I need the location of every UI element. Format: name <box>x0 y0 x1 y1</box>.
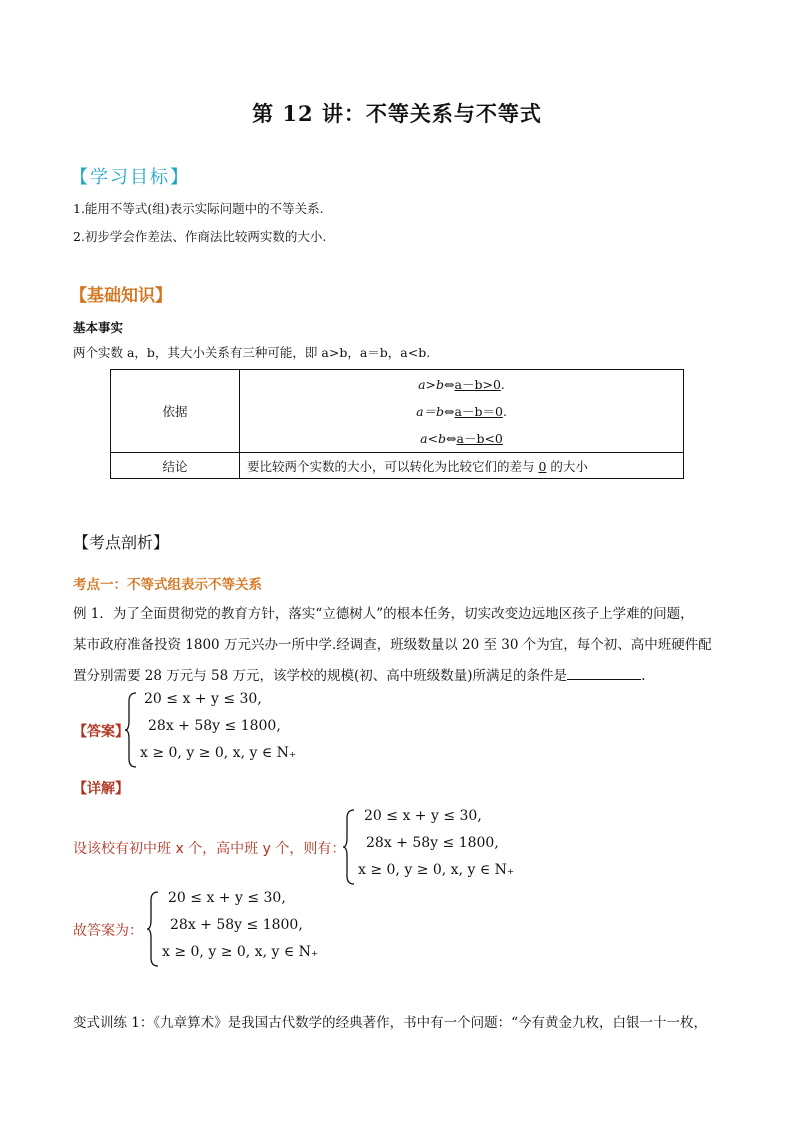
table-cell-label: 依据 <box>111 370 240 453</box>
example-text: 某市政府准备投资 1800 万元兴办一所中学.经调查，班级数量以 20 至 30 个为宜，每个初、高中班硬件配 <box>73 637 712 653</box>
objectives-heading: 【学习目标】 <box>70 167 190 188</box>
system-line: 28x + 58y ≤ 1800, <box>148 718 281 734</box>
system-line: x ≥ 0, y ≥ 0, x, y ∈ N₊ <box>140 745 297 761</box>
inequality-system <box>146 890 326 970</box>
table-cell-label: 结论 <box>111 453 240 479</box>
topic-heading: 考点一：不等式组表示不等关系 <box>73 577 262 593</box>
basis-line: a>b⇔a－b>0. <box>418 376 505 392</box>
variant-text: 变式训练 1：《九章算术》是我国古代数学的经典著作，书中有一个问题：“今有黄金九枚，白银一十一枚， <box>73 1015 708 1031</box>
brace-icon <box>342 808 356 886</box>
basis-line: a＝b⇔a－b＝0. <box>416 403 507 419</box>
table-cell-basis <box>240 370 684 453</box>
objective-item: 1.能用不等式(组)表示实际问题中的不等关系. <box>73 201 324 216</box>
analysis-heading: 【考点剖析】 <box>73 533 170 552</box>
basis-line: a<b⇔a－b<0 <box>420 430 503 446</box>
example-text: 置分别需要 28 万元与 58 万元，该学校的规模(初、高中班级数量)所满足的条件是 . <box>73 668 646 684</box>
answer-blank <box>567 667 641 680</box>
system-line: 28x + 58y ≤ 1800, <box>366 835 499 851</box>
brace-icon <box>124 691 138 769</box>
basic-facts-table <box>110 369 684 479</box>
system-line: 20 ≤ x + y ≤ 30, <box>144 691 262 707</box>
brace-icon <box>146 890 160 968</box>
answer-label: 【答案】 <box>73 724 129 740</box>
page-title: 第 12 讲：不等关系与不等式 <box>252 101 542 126</box>
final-label: 故答案为： <box>73 923 143 939</box>
example-text: 例 1．为了全面贯彻党的教育方针，落实“立德树人”的根本任务，切实改变边远地区孩子上学难的问题， <box>73 606 694 622</box>
basics-intro: 两个实数 a，b，其大小关系有三种可能，即 a>b，a＝b，a<b. <box>73 345 431 360</box>
system-line: x ≥ 0, y ≥ 0, x, y ∈ N₊ <box>358 862 515 878</box>
system-line: x ≥ 0, y ≥ 0, x, y ∈ N₊ <box>162 944 319 960</box>
system-line: 20 ≤ x + y ≤ 30, <box>168 890 286 906</box>
system-line: 20 ≤ x + y ≤ 30, <box>364 808 482 824</box>
inequality-system <box>124 691 304 771</box>
basics-heading: 【基础知识】 <box>70 286 172 306</box>
inequality-system <box>342 808 522 888</box>
basics-subheading: 基本事实 <box>73 320 124 335</box>
table-cell-conclusion: 要比较两个实数的大小，可以转化为比较它们的差与 0 的大小 <box>240 453 684 479</box>
detail-label: 【详解】 <box>73 781 129 797</box>
system-line: 28x + 58y ≤ 1800, <box>170 917 303 933</box>
objective-item: 2.初步学会作差法、作商法比较两实数的大小. <box>73 229 327 244</box>
detail-text: 设该校有初中班 x 个，高中班 y 个，则有： <box>73 841 346 857</box>
